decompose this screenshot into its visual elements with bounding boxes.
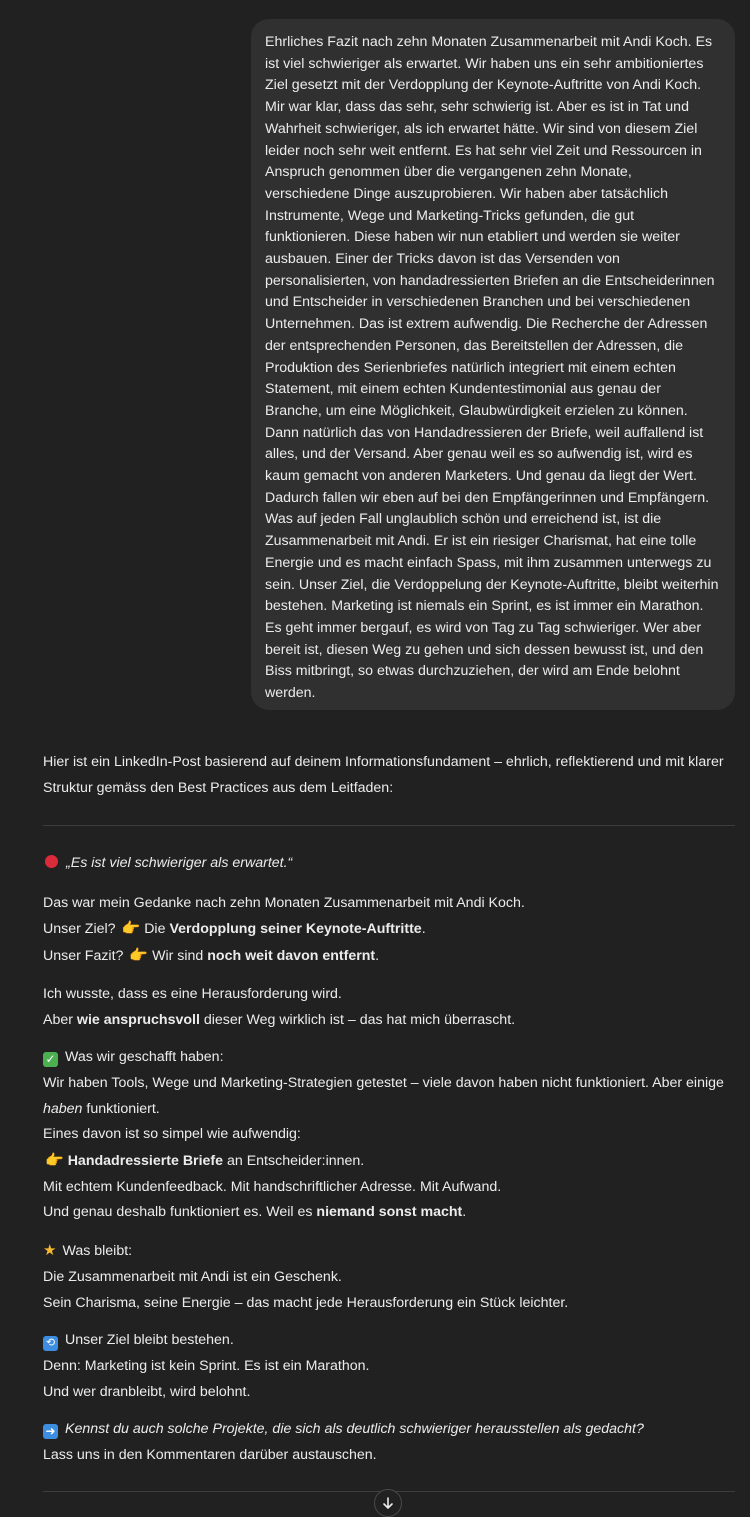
red-circle-icon: [45, 855, 58, 868]
check-mark-icon: ✓: [43, 1052, 58, 1067]
pointing-right-icon: 👉: [45, 1152, 64, 1170]
post-section-achievements: ✓ Was wir geschafft haben: Wir haben Tools, Wege und Marketing-Strategien getestet – viele davon haben nicht funktioniert. Aber einige haben funktioniert. Eines davon ist so simpel wie aufwendig: 👉 Handadressierte Briefe an Entscheider:innen. Mit echtem Kundenfeedback. Mit handschriftlicher Adresse. Mit Aufwand. Und genau deshalb funktioniert es. Weil es niemand sonst macht.: [43, 1049, 724, 1221]
repeat-icon: ⟲: [43, 1336, 58, 1351]
scroll-to-bottom-button[interactable]: [374, 1489, 402, 1517]
post-paragraph-2: Ich wusste, dass es eine Herausforderung wird. Aber wie anspruchsvoll dieser Weg wirklich ist – das hat mich überrascht.: [43, 985, 516, 1028]
post-section-remains: ★ Was bleibt: Die Zusammenarbeit mit Andi ist ein Geschenk. Sein Charisma, seine Energie – das macht jede Herausforderung ein Stück leichter.: [43, 1242, 569, 1311]
user-message-bubble: [251, 19, 735, 710]
section-heading: Was bleibt:: [62, 1243, 133, 1260]
pointing-right-icon: 👉: [129, 947, 149, 965]
assistant-intro: Hier ist ein LinkedIn-Post basierend auf deinem Informationsfundament – ehrlich, reflektierend und mit klarer Struktur gemäss den Best Practices aus dem Leitfaden:: [43, 754, 724, 796]
user-message-text: Ehrliches Fazit nach zehn Monaten Zusammenarbeit mit Andi Koch. Es ist viel schwieriger als erwartet. Wir haben uns ein sehr ambitioniertes Ziel gesetzt mit der Verdopplung der Keynote-Auftritte von Andi Koch. Mir war klar, dass das sehr, sehr schwierig ist. Aber es ist in Tat und Wahrheit schwieriger, als ich erwartet hätte. Wir sind von diesem Ziel leider noch sehr weit entfernt. Es hat sehr viel Zeit und Ressourcen in Anspruch genommen über die vergangenen zehn Monate, verschiedene Dinge auszuprobieren. Wir haben aber tatsächlich Instrumente, Wege und Marketing-Tricks gefunden, die gut funktionieren. Diese haben wir nun etabliert und werden sie weiter ausbauen. Einer der Tricks davon ist das Versenden von personalisierten, von handadressierten Briefen an die Entscheiderinnen und Entscheider in verschiedenen Branchen und bei verschiedenen Unternehmen. Das ist extrem aufwendig. Die Recherche der Adressen der entsprechenden Personen, das Bereitstellen der Adressen, die Produktion des Serienbriefes natürlich integriert mit einem echten Statement, mit einem echten Kundentestimonial aus genau der Branche, um eine Möglichkeit, Glaubwürdigkeit erzielen zu können. Dann natürlich das von Handadressieren der Briefe, weil auffallend ist alles, und der Versand. Aber genau weil es so aufwendig ist, wird es kaum gemacht von anderen Marketers. Und genau da liegt der Wert. Dadurch fallen wir eben auf bei den Empfängerinnen und Empfängern. Was auf jeden Fall unglaublich schön und erreichend ist, ist die Zusammenarbeit mit Andi. Er ist ein riesiger Charismat, hat eine tolle Energie und es macht einfach Spass, mit ihm zusammen unterwegs zu sein. Unser Ziel, die Verdoppelung der Keynote-Auftritte, bleibt weiterhin bestehen. Marketing ist niemals ein Sprint, es ist immer ein Marathon. Es geht immer bergauf, es wird von Tag zu Tag schwieriger. Wer aber bereit ist, diesen Weg zu gehen und sich dessen bewusst ist, und den Biss mitbringt, so etwas durchzuziehen, der wird am Ende belohnt werden.: [265, 34, 719, 702]
post-section-goal: ⟲ Unser Ziel bleibt bestehen. Denn: Marketing ist kein Sprint. Es ist ein Marathon. Und wer dranbleibt, wird belohnt.: [43, 1332, 370, 1400]
linkedin-post: [43, 851, 735, 1469]
assistant-message: [43, 749, 735, 1481]
section-heading: Unser Ziel bleibt bestehen.: [65, 1332, 234, 1349]
post-hook: „Es ist viel schwieriger als erwartet.“: [43, 851, 735, 877]
section-heading: Was wir geschafft haben:: [65, 1049, 224, 1066]
divider: [43, 825, 735, 826]
post-paragraph-1: Das war mein Gedanke nach zehn Monaten Zusammenarbeit mit Andi Koch. Unser Ziel? 👉 Die Verdopplung seiner Keynote-Auftritte. Unser Fazit? 👉 Wir sind noch weit davon entfernt.: [43, 894, 525, 965]
right-arrow-icon: ➜: [43, 1424, 58, 1439]
pointing-right-icon: 👉: [121, 920, 141, 938]
arrow-down-icon: [381, 1496, 395, 1510]
star-icon: ★: [43, 1242, 57, 1260]
post-call-to-action: ➜ Kennst du auch solche Projekte, die sich als deutlich schwieriger herausstellen als gedacht? Lass uns in den Kommentaren darüber austauschen.: [43, 1421, 644, 1464]
